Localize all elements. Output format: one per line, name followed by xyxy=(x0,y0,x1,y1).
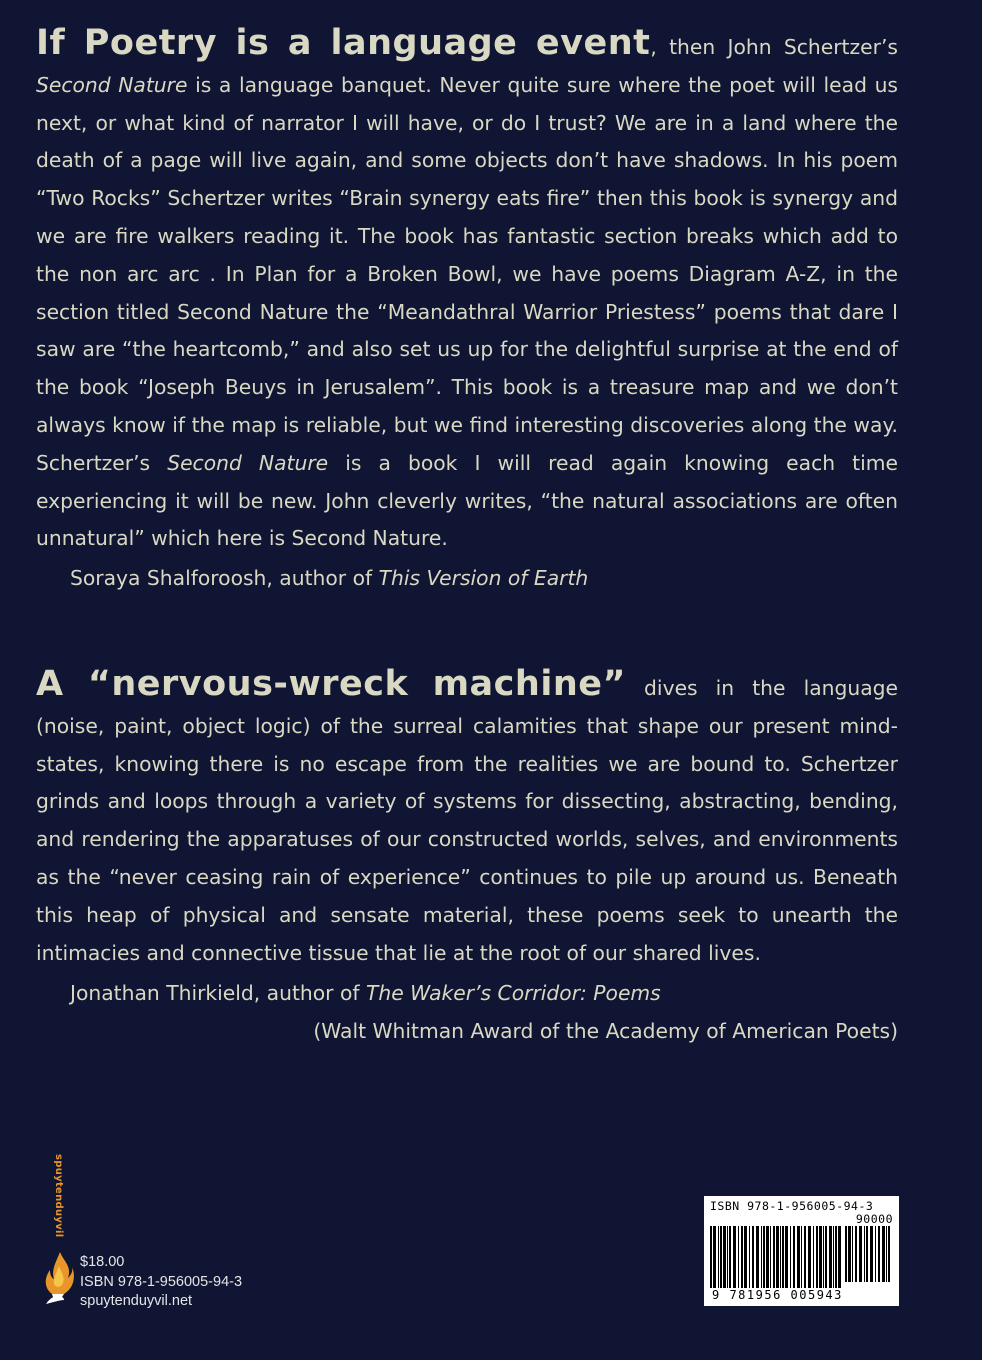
barcode-bar xyxy=(713,1226,716,1288)
barcode-bar xyxy=(720,1226,722,1288)
publisher-isbn: ISBN 978-1-956005-94-3 xyxy=(80,1273,243,1290)
barcode-bar xyxy=(756,1226,759,1288)
barcode-bar xyxy=(723,1226,726,1288)
barcode-bar xyxy=(790,1226,791,1288)
barcode-bar xyxy=(776,1226,779,1288)
barcode-bar xyxy=(773,1226,775,1288)
barcode-bar xyxy=(793,1226,795,1288)
barcode-bar xyxy=(886,1226,887,1282)
barcode-bar xyxy=(763,1226,765,1288)
award-note: (Walt Whitman Award of the Academy of American Poets) xyxy=(313,1019,898,1043)
barcode-bar xyxy=(845,1226,847,1282)
barcode-bar xyxy=(766,1226,769,1288)
barcode-bar xyxy=(729,1226,731,1288)
blurb-soraya xyxy=(36,25,898,558)
barcode-bar xyxy=(718,1226,719,1288)
barcode-bar xyxy=(749,1226,750,1288)
barcode-bar xyxy=(804,1226,806,1288)
flame-logo-icon xyxy=(42,1250,76,1306)
price: $18.00 xyxy=(80,1254,125,1270)
blurb2-lead: A “nervous-wreck machine” xyxy=(36,664,626,704)
barcode-bar xyxy=(741,1226,743,1288)
attribution-book-title: The Waker’s Corridor: Poems xyxy=(365,981,661,1005)
barcode xyxy=(704,1196,899,1306)
barcode-addon-bars xyxy=(845,1226,893,1282)
barcode-bar xyxy=(852,1226,853,1282)
attribution-jonathan xyxy=(70,975,661,1013)
barcode-bar xyxy=(813,1226,814,1288)
barcode-bar xyxy=(761,1226,762,1288)
barcode-bars xyxy=(710,1226,842,1288)
barcode-bar xyxy=(875,1226,876,1282)
barcode-price-code: 90000 xyxy=(855,1212,893,1226)
barcode-bar xyxy=(855,1226,857,1282)
blurb1-text-a: , then John Schertzer’s xyxy=(650,35,898,59)
barcode-bar xyxy=(823,1226,824,1288)
blurb1-title-b: Second Nature xyxy=(167,450,329,475)
publisher-logo-text: spuytenduyvil xyxy=(53,1154,64,1238)
barcode-bar xyxy=(780,1226,781,1288)
barcode-bar xyxy=(866,1226,868,1282)
barcode-bar xyxy=(816,1226,818,1288)
barcode-bar xyxy=(727,1226,728,1288)
barcode-bar xyxy=(835,1226,837,1288)
barcode-bar xyxy=(801,1226,802,1288)
barcode-bar xyxy=(825,1226,827,1288)
barcode-digits: 9 781956 005943 xyxy=(712,1288,843,1302)
publisher-website: spuytenduyvil.net xyxy=(80,1293,193,1309)
barcode-bar xyxy=(859,1226,862,1282)
publisher-info xyxy=(80,1253,242,1312)
barcode-bar xyxy=(833,1226,834,1288)
attribution-name: Soraya Shalforoosh, author of xyxy=(70,566,379,590)
barcode-bar xyxy=(878,1226,880,1282)
barcode-bar xyxy=(848,1226,851,1282)
barcode-bar xyxy=(870,1226,873,1282)
barcode-bar xyxy=(733,1226,736,1288)
blurb2-text: dives in the language (noise, paint, object logic) of the surreal calamities that shape our present mind-states, knowing there is no escape from the realities we are bound to. Schertzer grinds and loops through a variety of systems for dissecting, abstracting, bending, and rendering the apparatuses of our constructed worlds, selves, and environments as the “never ceasing rain of experience” continues to pile up around us. Beneath this heap of physical and sensate material, these poems seek to unearth the intimacies and connective tissue that lie at the root of our shared lives. xyxy=(36,676,898,965)
blurb1-title-a: Second Nature xyxy=(36,72,188,97)
barcode-bar xyxy=(770,1226,771,1288)
barcode-isbn-label: ISBN 978-1-956005-94-3 xyxy=(710,1199,874,1213)
barcode-bar xyxy=(864,1226,865,1282)
barcode-bar xyxy=(882,1226,885,1282)
barcode-bar xyxy=(738,1226,739,1288)
barcode-bar xyxy=(782,1226,784,1288)
attribution-name: Jonathan Thirkield, author of xyxy=(70,981,366,1005)
blurb-jonathan xyxy=(36,666,898,972)
blurb1-text-b: is a language banquet. Never quite sure where the poet will lead us next, or what kind of narrator I will have, or do I trust? We are in a land where the death of a page will live again, and some objects don’t have shadows. In his poem “Two Rocks” Schertzer writes “Brain synergy eats fire” then this book is synergy and we are fire walkers reading it. The book has fantastic section breaks which add to the non arc arc . In Plan for a Broken Bowl, we have poems Diagram A-Z, in the section titled Second Nature the “Meandathral Warrior Priestess” poems that dare I saw are “the heartcomb,” and also set us up for the delightful surprise at the end of the book “Joseph Beuys in Jerusalem”. This book is a treasure map and we don’t always know if the map is reliable, but we find interesting discoveries along the way. Schertzer’s xyxy=(36,72,898,475)
blurb1-lead: If Poetry is a language event xyxy=(36,23,651,63)
blurb1-text-c: is a book I will read again knowing each time experiencing it will be new. John cleverly writes, “the natural associations are often unnatural” which here is Second Nature. xyxy=(36,450,898,551)
barcode-bar xyxy=(744,1226,747,1288)
barcode-bar xyxy=(710,1226,712,1288)
barcode-bar xyxy=(785,1226,788,1288)
barcode-bar xyxy=(797,1226,800,1288)
barcode-bar xyxy=(829,1226,832,1288)
attribution-soraya xyxy=(70,560,588,598)
barcode-bar xyxy=(838,1226,841,1288)
barcode-bar xyxy=(808,1226,811,1288)
barcode-bar xyxy=(819,1226,822,1288)
attribution-book-title: This Version of Earth xyxy=(378,566,589,590)
barcode-bar xyxy=(888,1226,890,1282)
barcode-bar xyxy=(752,1226,754,1288)
